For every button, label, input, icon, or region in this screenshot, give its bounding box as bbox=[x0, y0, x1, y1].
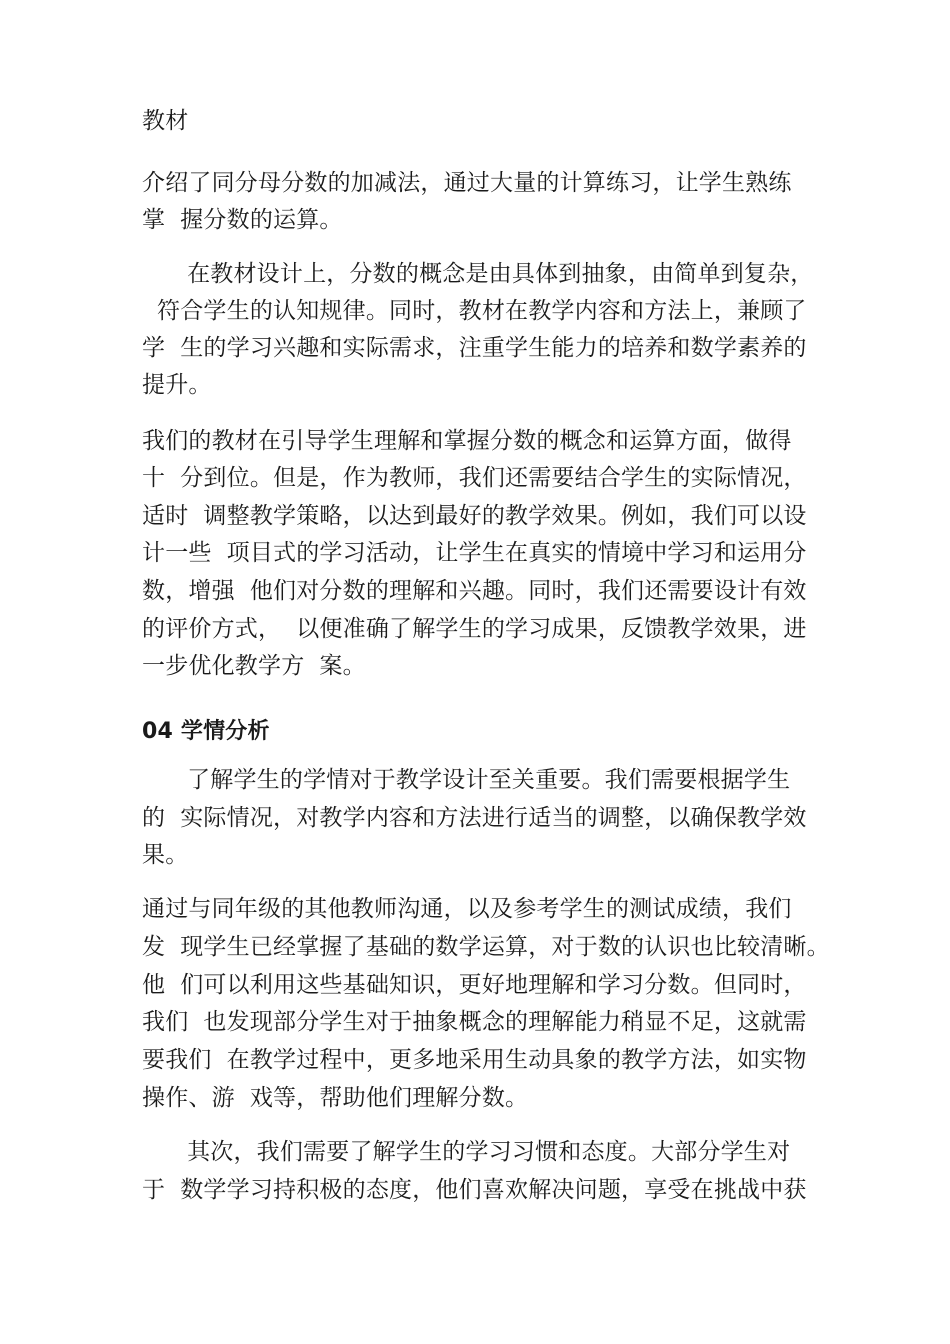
section-heading: 04 学情分析 bbox=[142, 719, 270, 744]
paragraph-line: 学 生的学习兴趣和实际需求，注重学生能力的培养和数学素养的 bbox=[142, 335, 807, 361]
paragraph-line: 我们的教材在引导学生理解和掌握分数的概念和运算方面，做得 bbox=[142, 428, 792, 454]
paragraph-line: 计一些 项目式的学习活动，让学生在真实的情境中学习和运用分 bbox=[142, 540, 807, 566]
paragraph-line: 通过与同年级的其他教师沟通，以及参考学生的测试成绩，我们 bbox=[142, 896, 792, 922]
paragraph-line: 要我们 在教学过程中，更多地采用生动具象的教学方法，如实物 bbox=[142, 1047, 807, 1073]
paragraph-line: 果。 bbox=[142, 842, 189, 868]
paragraph-line: 掌 握分数的运算。 bbox=[142, 207, 343, 233]
paragraph-line: 介绍了同分母分数的加减法，通过大量的计算练习，让学生熟练 bbox=[142, 170, 792, 196]
paragraph-line: 教材 bbox=[142, 108, 189, 134]
paragraph-line: 数，增强 他们对分数的理解和兴趣。同时，我们还需要设计有效 bbox=[142, 578, 807, 604]
paragraph-line: 了解学生的学情对于教学设计至关重要。我们需要根据学生 bbox=[142, 767, 791, 793]
paragraph-line: 其次，我们需要了解学生的学习习惯和态度。大部分学生对 bbox=[142, 1139, 791, 1165]
paragraph-line: 的评价方式， 以便准确了解学生的学习成果，反馈教学效果，进 bbox=[142, 616, 807, 642]
paragraph-line: 十 分到位。但是，作为教师，我们还需要结合学生的实际情况， bbox=[142, 465, 807, 491]
paragraph-line: 符合学生的认知规律。同时，教材在教学内容和方法上，兼顾了 bbox=[142, 298, 807, 324]
paragraph-line: 提升。 bbox=[142, 372, 212, 398]
paragraph-line: 的 实际情况，对教学内容和方法进行适当的调整，以确保教学效 bbox=[142, 805, 807, 831]
paragraph-line: 在教材设计上，分数的概念是由具体到抽象，由简单到复杂， bbox=[142, 261, 814, 287]
paragraph-line: 于 数学学习持积极的态度，他们喜欢解决问题，享受在挑战中获 bbox=[142, 1177, 807, 1203]
paragraph-line: 发 现学生已经掌握了基础的数学运算，对于数的认识也比较清晰。 bbox=[142, 934, 830, 960]
paragraph-line: 一步优化教学方 案。 bbox=[142, 653, 366, 679]
paragraph-line: 我们 也发现部分学生对于抽象概念的理解能力稍显不足，这就需 bbox=[142, 1009, 807, 1035]
paragraph-line: 他 们可以利用这些基础知识，更好地理解和学习分数。但同时， bbox=[142, 972, 807, 998]
paragraph-line: 操作、游 戏等，帮助他们理解分数。 bbox=[142, 1085, 529, 1111]
paragraph-line: 适时 调整教学策略，以达到最好的教学效果。例如，我们可以设 bbox=[142, 503, 807, 529]
